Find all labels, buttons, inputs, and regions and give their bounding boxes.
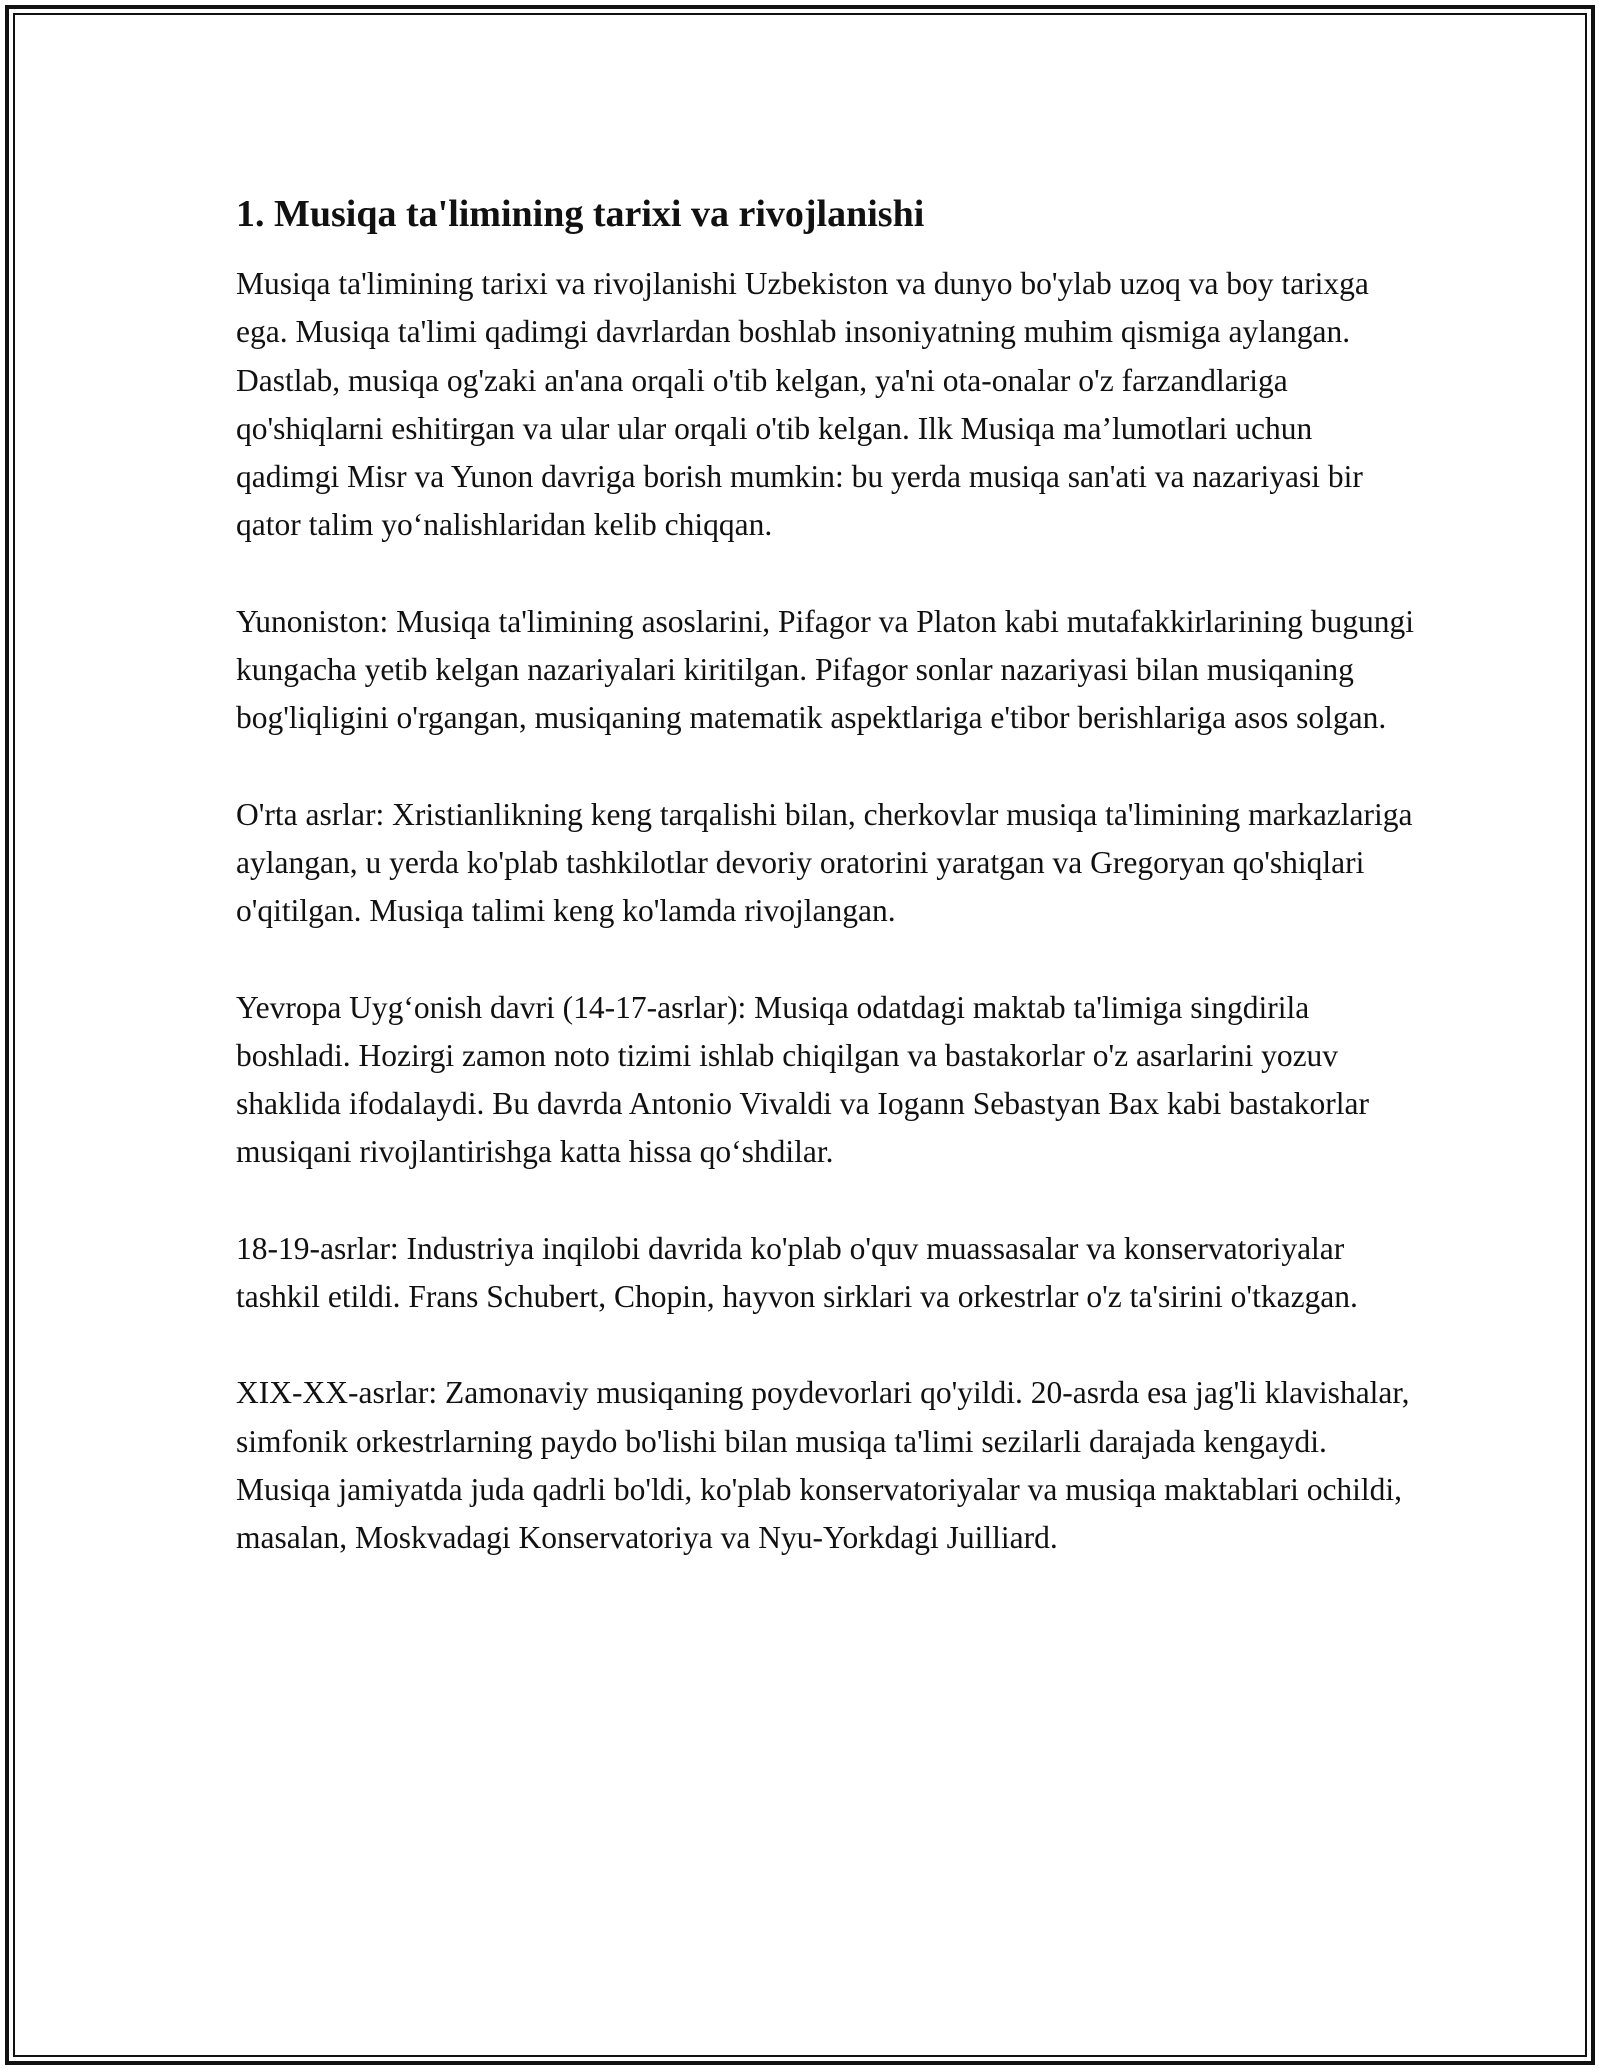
document-body (236, 186, 1416, 1611)
paragraph-intro: Musiqa ta'limining tarixi va rivojlanishi Uzbekiston va dunyo bo'ylab uzoq va boy tarixga ega. Musiqa ta'limi qadimgi davrlardan boshlab insoniyatning muhim qismiga aylangan. Dastlab, musiqa og'zaki an'ana orqali o'tib kelgan, ya'ni ota-onalar o'z farzandlariga qo'shiqlarni eshitirgan va ular ular orqali o'tib kelgan. Ilk Musiqa ma’lumotlari uchun qadimgi Misr va Yunon davriga borish mumkin: bu yerda musiqa san'ati va nazariyasi bir qator talim yo‘nalishlaridan kelib chiqqan. (236, 266, 1369, 543)
paragraph-middle-ages: O'rta asrlar: Xristianlikning keng tarqalishi bilan, cherkovlar musiqa ta'limining markazlariga aylangan, u yerda ko'plab tashkilotlar devoriy oratorini yaratgan va Gregoryan qo'shiqlari o'qitilgan. Musiqa talimi keng ko'lamda rivojlangan. (236, 796, 1413, 929)
section-heading: 1. Musiqa ta'limining tarixi va rivojlanishi (236, 193, 925, 235)
paragraph-19-20-centuries: XIX-XX-asrlar: Zamonaviy musiqaning poydevorlari qo'yildi. 20-asrda esa jag'li klavishalar, simfonik orkestrlarning paydo bo'lishi bilan musiqa ta'limi sezilarli darajada kengaydi. Musiqa jamiyatda juda qadrli bo'ldi, ko'plab konservatoriyalar va musiqa maktablari ochildi, masalan, Moskvadagi Konservatoriya va Nyu-Yorkdagi Juilliard. (236, 1375, 1410, 1556)
paragraph-18-19-centuries: 18-19-asrlar: Industriya inqilobi davrida ko'plab o'quv muassasalar va konservatoriyalar tashkil etildi. Frans Schubert, Chopin, hayvon sirklari va orkestrlar o'z ta'sirini o'tkazgan. (236, 1230, 1358, 1315)
paragraph-greece: Yunoniston: Musiqa ta'limining asoslarini, Pifagor va Platon kabi mutafakkirlarining bugungi kungacha yetib kelgan nazariyalari kiritilgan. Pifagor sonlar nazariyasi bilan musiqaning bog'liqligini o'rgangan, musiqaning matematik aspektlariga e'tibor berishlariga asos solgan. (236, 603, 1415, 736)
paragraph-renaissance: Yevropa Uyg‘onish davri (14-17-asrlar): Musiqa odatdagi maktab ta'limiga singdirila boshladi. Hozirgi zamon noto tizimi ishlab chiqilgan va bastakorlar o'z asarlarini yozuv shaklida ifodalaydi. Bu davrda Antonio Vivaldi va Iogann Sebastyan Bax kabi bastakorlar musiqani rivojlantirishga katta hissa qo‘shdilar. (236, 989, 1370, 1170)
